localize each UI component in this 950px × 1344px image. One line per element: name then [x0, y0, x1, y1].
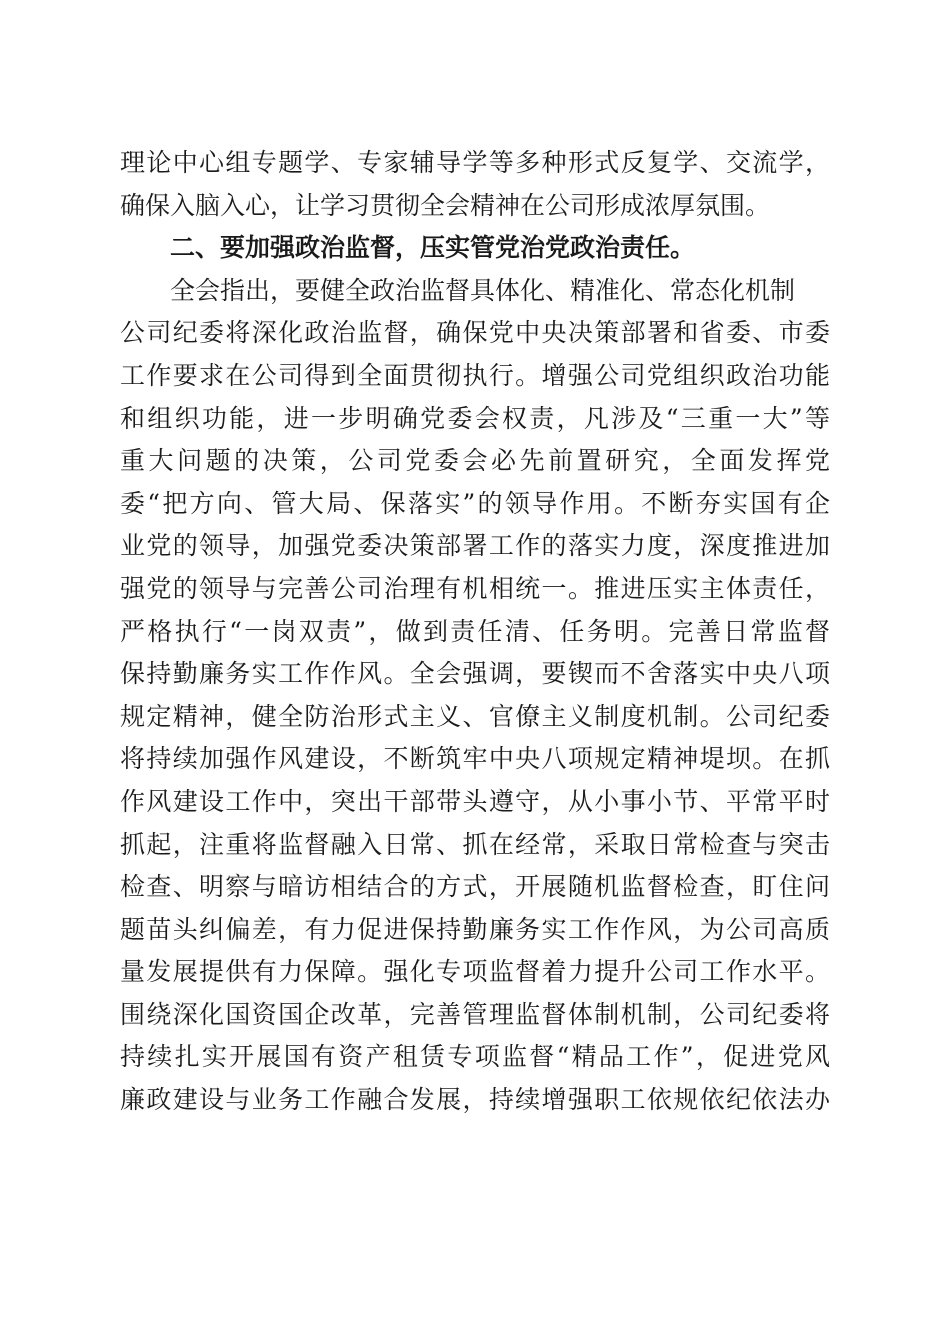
text-line: 规定精神，健全防治形式主义、官僚主义制度机制。公司纪委 — [120, 701, 830, 731]
text-line: 强党的领导与完善公司治理有机相统一。推进压实主体责任， — [120, 573, 830, 603]
text-line: 作风建设工作中，突出干部带头遵守，从小事小节、平常平时 — [120, 786, 830, 816]
text-line: 抓起，注重将监督融入日常、抓在经常，采取日常检查与突击 — [120, 829, 830, 859]
text-line: 廉政建设与业务工作融合发展，持续增强职工依规依纪依法办 — [120, 1085, 830, 1115]
document-body — [120, 142, 830, 1122]
section-heading: 二、要加强政治监督，压实管党治党政治责任。 — [170, 233, 696, 263]
text-line: 理论中心组专题学、专家辅导学等多种形式反复学、交流学， — [120, 148, 830, 177]
text-line: 工作要求在公司得到全面贯彻执行。增强公司党组织政治功能 — [120, 360, 830, 390]
paragraph-main — [120, 270, 830, 1122]
paragraph-continued — [120, 142, 830, 227]
text-line: 保持勤廉务实工作作风。全会强调，要锲而不舍落实中央八项 — [120, 659, 830, 689]
text-line: 持续扎实开展国有资产租赁专项监督“精品工作”，促进党风 — [120, 1042, 830, 1072]
text-line: 公司纪委将深化政治监督，确保党中央决策部署和省委、市委 — [120, 318, 830, 348]
text-line: 围绕深化国资国企改革，完善管理监督体制机制，公司纪委将 — [120, 999, 830, 1029]
text-line: 将持续加强作风建设，不断筑牢中央八项规定精神堤坝。在抓 — [120, 744, 830, 774]
text-line: 委“把方向、管大局、保落实”的领导作用。不断夯实国有企 — [120, 488, 830, 518]
text-line: 和组织功能，进一步明确党委会权责，凡涉及“三重一大”等 — [120, 403, 830, 433]
text-line: 重大问题的决策，公司党委会必先前置研究，全面发挥党 — [120, 446, 830, 476]
text-line: 严格执行“一岗双责”，做到责任清、任务明。完善日常监督 — [120, 616, 830, 646]
text-line: 全会指出，要健全政治监督具体化、精准化、常态化机制 — [170, 275, 796, 305]
text-line: 检查、明察与暗访相结合的方式，开展随机监督检查，盯住问 — [120, 872, 830, 902]
text-line: 题苗头纠偏差，有力促进保持勤廉务实工作作风，为公司高质 — [120, 914, 830, 944]
text-line: 确保入脑入心，让学习贯彻全会精神在公司形成浓厚氛围。 — [120, 190, 771, 220]
text-line: 量发展提供有力保障。强化专项监督着力提升公司工作水平。 — [120, 957, 830, 987]
text-line: 业党的领导，加强党委决策部署工作的落实力度，深度推进加 — [120, 531, 830, 561]
